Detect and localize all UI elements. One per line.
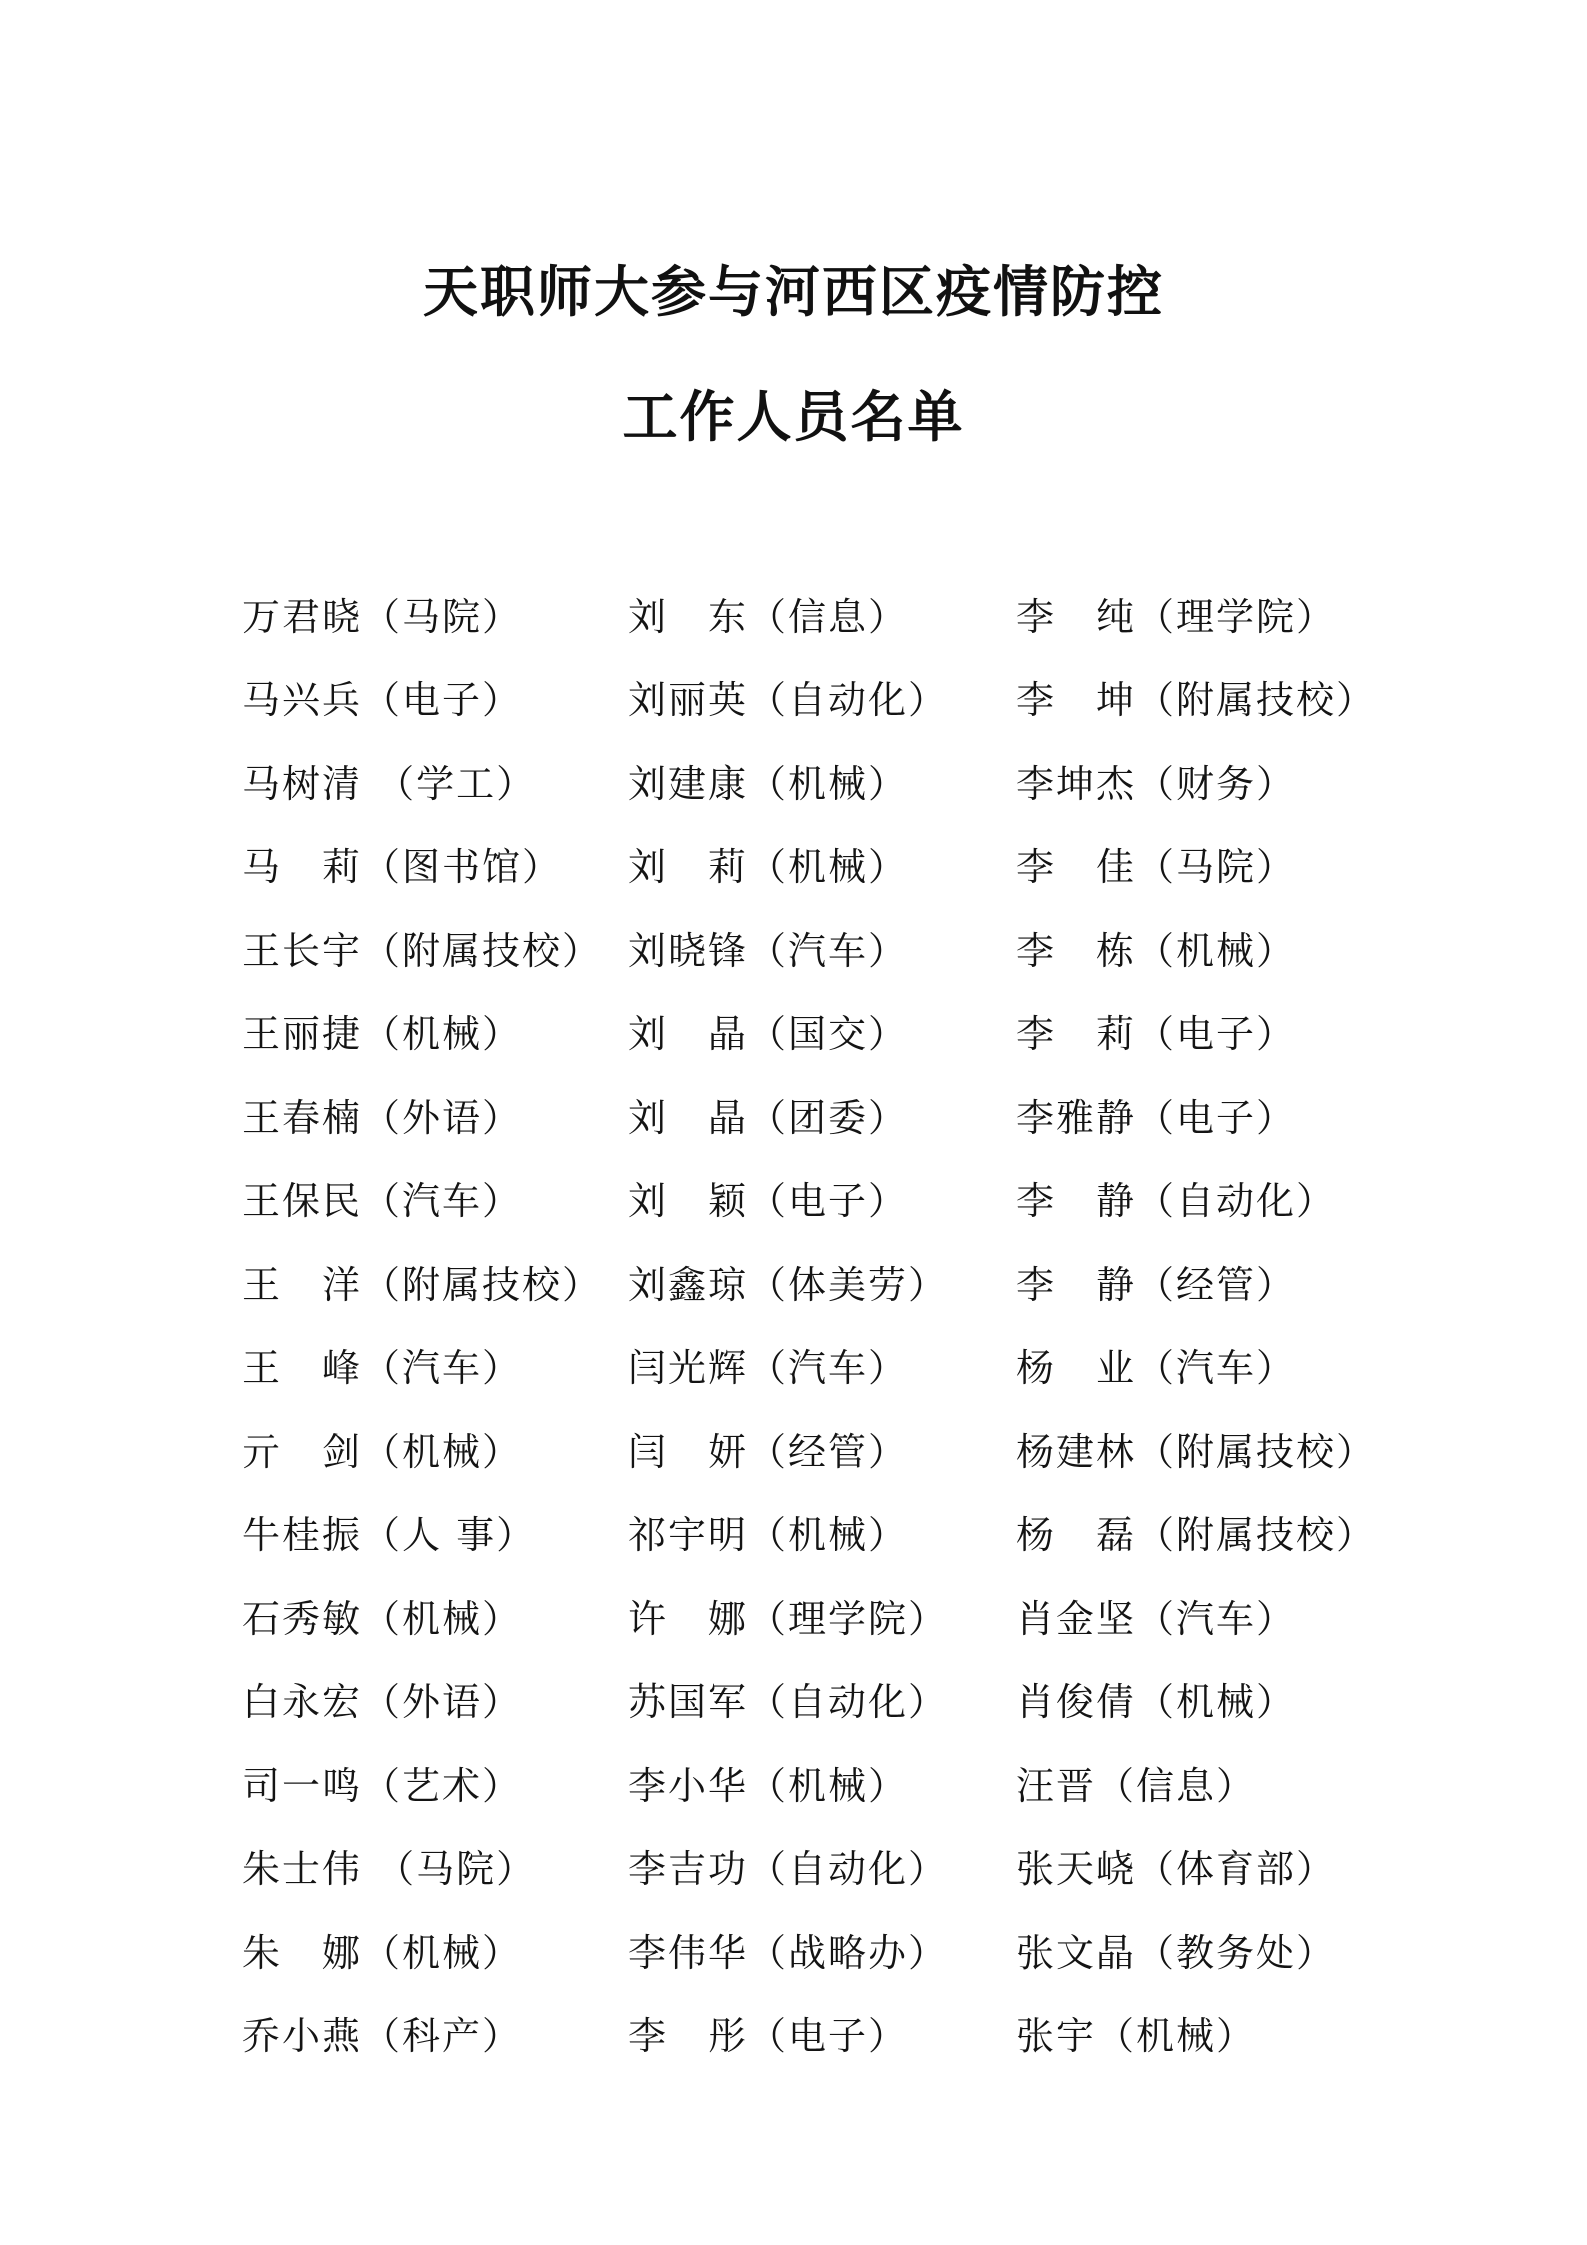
roster-entry: 刘 晶（团委）: [628, 1095, 909, 1140]
roster-entry: 祁宇明（机械）: [628, 1513, 909, 1558]
roster-row: [242, 659, 1402, 743]
roster-entry: 张天峣（体育部）: [1016, 1847, 1337, 1892]
roster-row: [242, 1410, 1402, 1494]
roster-entry: 王 峰（汽车）: [242, 1346, 523, 1391]
roster-row: [242, 826, 1402, 910]
roster-entry: 王长宇（附属技校）: [242, 928, 603, 973]
roster-row: [242, 1076, 1402, 1160]
roster-row: [242, 1911, 1402, 1995]
roster-entry: 李雅静（电子）: [1016, 1095, 1297, 1140]
roster-entry: 李 静（经管）: [1016, 1262, 1297, 1307]
roster-entry: 张文晶（教务处）: [1016, 1930, 1337, 1975]
roster-entry: 李伟华（战略办）: [628, 1930, 949, 1975]
roster-entry: 王春楠（外语）: [242, 1095, 523, 1140]
roster-entry: 王 洋（附属技校）: [242, 1262, 603, 1307]
roster-entry: 杨 磊（附属技校）: [1016, 1513, 1377, 1558]
roster-entry: 李 静（自动化）: [1016, 1179, 1337, 1224]
roster-entry: 乔小燕（科产）: [242, 2014, 523, 2059]
roster-entry: 李 纯（理学院）: [1016, 594, 1337, 639]
roster-entry: 汪晋（信息）: [1016, 1763, 1257, 1808]
roster-entry: 马树清 （学工）: [242, 761, 537, 806]
roster-entry: 石秀敏（机械）: [242, 1596, 523, 1641]
roster-entry: 朱 娜（机械）: [242, 1930, 523, 1975]
roster-row: [242, 1160, 1402, 1244]
roster-entry: 李 栋（机械）: [1016, 928, 1297, 973]
roster-entry: 杨 业（汽车）: [1016, 1346, 1297, 1391]
roster-entry: 刘鑫琼（体美劳）: [628, 1262, 949, 1307]
staff-roster: [242, 575, 1402, 2078]
roster-row: [242, 1828, 1402, 1912]
roster-entry: 万君晓（马院）: [242, 594, 523, 639]
roster-entry: 刘建康（机械）: [628, 761, 909, 806]
roster-entry: 许 娜（理学院）: [628, 1596, 949, 1641]
roster-row: [242, 742, 1402, 826]
roster-entry: 李 彤（电子）: [628, 2014, 909, 2059]
roster-entry: 李小华（机械）: [628, 1763, 909, 1808]
roster-entry: 刘 颖（电子）: [628, 1179, 909, 1224]
roster-row: [242, 909, 1402, 993]
roster-row: [242, 1577, 1402, 1661]
roster-entry: 李 莉（电子）: [1016, 1012, 1297, 1057]
roster-entry: 王丽捷（机械）: [242, 1012, 523, 1057]
roster-entry: 李 佳（马院）: [1016, 845, 1297, 890]
roster-row: [242, 1995, 1402, 2079]
roster-entry: 司一鸣（艺术）: [242, 1763, 523, 1808]
roster-entry: 刘 晶（国交）: [628, 1012, 909, 1057]
roster-entry: 马 莉（图书馆）: [242, 845, 563, 890]
roster-entry: 李 坤（附属技校）: [1016, 678, 1377, 723]
roster-entry: 白永宏（外语）: [242, 1680, 523, 1725]
roster-entry: 李吉功（自动化）: [628, 1847, 949, 1892]
roster-entry: 刘 莉（机械）: [628, 845, 909, 890]
roster-entry: 杨建林（附属技校）: [1016, 1429, 1377, 1474]
roster-row: [242, 1494, 1402, 1578]
roster-entry: 牛桂振（人 事）: [242, 1513, 537, 1558]
roster-row: [242, 1243, 1402, 1327]
roster-entry: 肖俊倩（机械）: [1016, 1680, 1297, 1725]
roster-row: [242, 993, 1402, 1077]
roster-row: [242, 575, 1402, 659]
roster-entry: 肖金坚（汽车）: [1016, 1596, 1297, 1641]
roster-entry: 朱士伟 （马院）: [242, 1847, 537, 1892]
document-title-line-2: 工作人员名单: [622, 384, 965, 449]
roster-row: [242, 1744, 1402, 1828]
roster-entry: 闫 妍（经管）: [628, 1429, 909, 1474]
roster-entry: 刘晓锋（汽车）: [628, 928, 909, 973]
roster-entry: 张宇（机械）: [1016, 2014, 1257, 2059]
roster-entry: 马兴兵（电子）: [242, 678, 523, 723]
roster-row: [242, 1327, 1402, 1411]
roster-row: [242, 1661, 1402, 1745]
roster-entry: 苏国军（自动化）: [628, 1680, 949, 1725]
roster-entry: 王保民（汽车）: [242, 1179, 523, 1224]
roster-entry: 亓 剑（机械）: [242, 1429, 523, 1474]
roster-entry: 刘丽英（自动化）: [628, 678, 949, 723]
roster-entry: 李坤杰（财务）: [1016, 761, 1297, 806]
document-title-line-1: 天职师大参与河西区疫情防控: [422, 259, 1164, 324]
roster-entry: 闫光辉（汽车）: [628, 1346, 909, 1391]
roster-entry: 刘 东（信息）: [628, 594, 909, 639]
